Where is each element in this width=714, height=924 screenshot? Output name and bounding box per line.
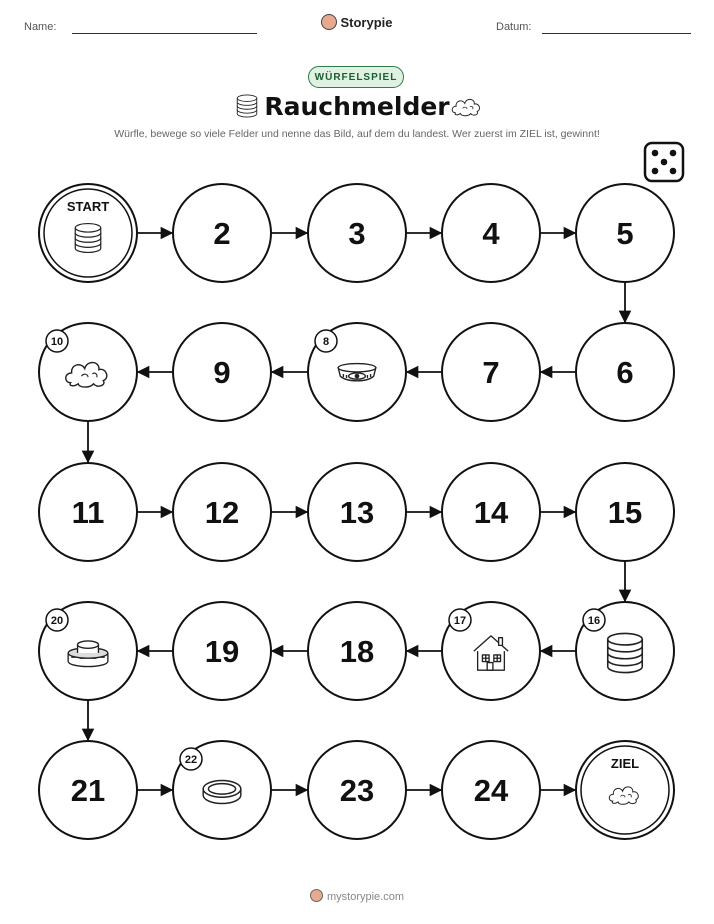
cell-number: 23 <box>339 773 375 808</box>
board-cell <box>308 741 406 839</box>
board-cell <box>173 602 271 700</box>
board-cell <box>39 741 137 839</box>
footer <box>0 889 714 903</box>
footer-url: mystorypie.com <box>326 891 405 903</box>
cell-number: 24 <box>473 773 509 808</box>
cell-number: 13 <box>339 495 375 530</box>
cell-number: 2 <box>213 216 231 251</box>
cell-number: 12 <box>204 495 240 530</box>
coins-stack-icon <box>237 95 257 117</box>
page-title: Rauchmelder <box>264 92 450 121</box>
board-cell <box>576 602 674 700</box>
finish-cell <box>576 741 674 839</box>
cell-number: 22 <box>184 754 198 766</box>
board-cell <box>576 184 674 282</box>
board-cell <box>308 463 406 561</box>
cell-number: 15 <box>607 495 643 530</box>
date-label: Datum: <box>496 21 532 33</box>
coins-stack-icon <box>75 224 101 253</box>
cell-label: START <box>66 199 110 214</box>
board-cell <box>173 741 271 839</box>
board-cell <box>39 602 137 700</box>
board-cell <box>576 463 674 561</box>
board-cell <box>442 184 540 282</box>
coins-stack-icon <box>608 633 643 672</box>
smoke-detector-icon <box>338 364 376 381</box>
cell-number: 20 <box>50 615 64 627</box>
coin-icon <box>203 781 241 804</box>
bear-icon <box>310 889 323 902</box>
board-cell <box>576 323 674 421</box>
board-cell <box>173 463 271 561</box>
board-cell <box>173 184 271 282</box>
cell-number: 16 <box>587 615 601 627</box>
cell-number: 8 <box>322 336 330 348</box>
brand-name: Storypie <box>340 15 393 30</box>
cell-number: 11 <box>71 495 105 530</box>
name-label: Name: <box>24 21 57 33</box>
cell-number: 3 <box>348 216 366 251</box>
board-cell <box>39 323 137 421</box>
cell-label: ZIEL <box>610 756 640 771</box>
cell-number: 9 <box>213 355 231 390</box>
board-cells <box>39 184 674 839</box>
cell-number: 10 <box>50 336 64 348</box>
cell-number: 5 <box>616 216 634 251</box>
cell-number: 19 <box>204 634 240 669</box>
cell-number: 21 <box>70 773 106 808</box>
smoke-cloud-icon <box>452 99 479 115</box>
board-cell <box>308 323 406 421</box>
instructions: Würfle, bewege so viele Felder und nenne das Bild, auf dem du landest. Wer zuerst im ZIEL ist, gewinnt! <box>114 128 600 140</box>
dice-five-icon <box>645 143 683 181</box>
board-cell <box>308 602 406 700</box>
start-cell <box>39 184 137 282</box>
cell-number: 18 <box>339 634 375 669</box>
board-cell <box>173 323 271 421</box>
cell-number: 4 <box>482 216 500 251</box>
cell-number: 6 <box>616 355 634 390</box>
board-cell <box>39 463 137 561</box>
board-cell <box>442 741 540 839</box>
board-cell <box>442 323 540 421</box>
cell-number: 14 <box>473 495 509 530</box>
board-cell <box>308 184 406 282</box>
cell-number: 17 <box>453 615 467 627</box>
board-cell <box>442 602 540 700</box>
board-cell <box>442 463 540 561</box>
game-type-badge: WÜRFELSPIEL <box>308 66 404 88</box>
cell-number: 7 <box>482 355 500 390</box>
